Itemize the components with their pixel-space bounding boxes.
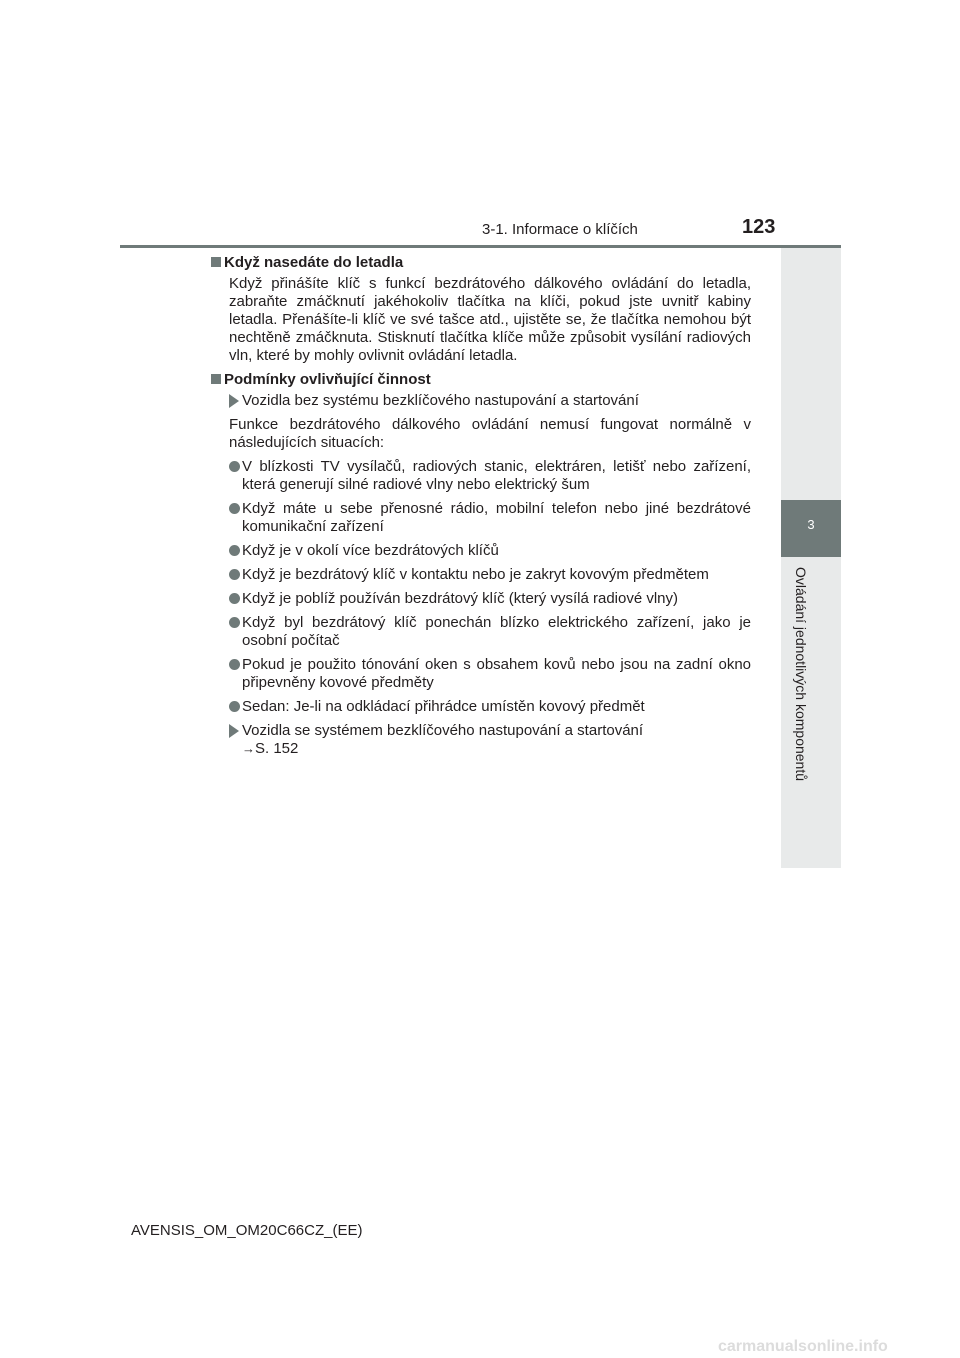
dot-bullet-icon (229, 659, 240, 670)
square-bullet-icon (211, 257, 221, 267)
list-item-text: Když je poblíž používán bezdrátový klíč (který vysílá radiové vlny) (242, 590, 679, 607)
dot-bullet-icon (229, 593, 240, 604)
side-tab-number: 3 (807, 517, 815, 532)
dot-bullet-icon (229, 617, 240, 628)
dot-bullet-icon (229, 701, 240, 712)
list-item (229, 590, 751, 608)
list-item (229, 656, 751, 692)
header-section-title: 3-1. Informace o klíčích (482, 221, 638, 238)
list-item-text: Když je bezdrátový klíč v kontaktu nebo je zakryt kovovým předmětem (242, 566, 709, 583)
list-item-text: Když je v okolí více bezdrátových klíčů (242, 542, 499, 559)
page-number: 123 (742, 216, 776, 238)
header-rule (120, 245, 841, 248)
list-item (229, 500, 751, 536)
heading-text: Když nasedáte do letadla (224, 254, 404, 271)
page-reference[interactable] (242, 740, 298, 757)
list-item (229, 614, 751, 650)
list-item-text: Sedan: Je-li na odkládací přihrádce umístěn kovový předmět (242, 698, 645, 715)
subheading (229, 722, 751, 758)
list-item-text: Když máte u sebe přenosné rádio, mobilní telefon nebo jiné bezdrátové komunikační zařízení (242, 500, 751, 535)
heading-text: Podmínky ovlivňující činnost (224, 371, 431, 388)
page-reference-text: S. 152 (255, 740, 299, 757)
section-heading (211, 254, 751, 272)
list-item-text: Když byl bezdrátový klíč ponechán blízko elektrického zařízení, jako je osobní počítač (242, 614, 751, 649)
dot-bullet-icon (229, 569, 240, 580)
dot-bullet-icon (229, 461, 240, 472)
subheading (229, 392, 751, 410)
paragraph: Když přinášíte klíč s funkcí bezdrátového dálkového ovládání do letadla, zabraňte zmáčknutí jakéhokoliv tlačítka na klíči, pokud jste uvnitř kabiny letadla. Přenášíte-li klíč ve své tašce atd., ujistěte se, že tlačítka nemohou být nechtěně zmáčknuta. Stisknutí tlačítka klíče může způsobit vysílání radiových vln, které by mohly ovlivnit ovládání letadla. (229, 275, 751, 364)
dot-bullet-icon (229, 545, 240, 556)
paragraph: Funkce bezdrátového dálkového ovládání nemusí fungovat normálně v následujících situacích: (229, 416, 751, 451)
arrow-right-icon: → (242, 741, 255, 756)
main-content (211, 254, 751, 764)
dot-bullet-icon (229, 503, 240, 514)
watermark: carmanualsonline.info (718, 1338, 888, 1355)
footer-code: AVENSIS_OM_OM20C66CZ_(EE) (131, 1222, 363, 1239)
list-item-text: V blízkosti TV vysílačů, radiových stanic, elektráren, letišť nebo zařízení, která generují silné radiové vlny nebo elektrický šum (242, 458, 751, 493)
list-item-text: Pokud je použito tónování oken s obsahem kovů nebo jsou na zadní okno připevněny kovové předměty (242, 656, 751, 691)
list-item (229, 458, 751, 494)
subheading-text: Vozidla bez systému bezklíčového nastupování a startování (242, 392, 639, 409)
section-heading (211, 371, 751, 389)
triangle-arrow-icon (229, 394, 239, 408)
side-tab-title: Ovládání jednotlivých komponentů (793, 567, 809, 782)
list-item (229, 698, 751, 716)
list-item (229, 542, 751, 560)
triangle-arrow-icon (229, 724, 239, 738)
square-bullet-icon (211, 374, 221, 384)
subheading-text: Vozidla se systémem bezklíčového nastupování a startování (242, 722, 644, 739)
list-item (229, 566, 751, 584)
